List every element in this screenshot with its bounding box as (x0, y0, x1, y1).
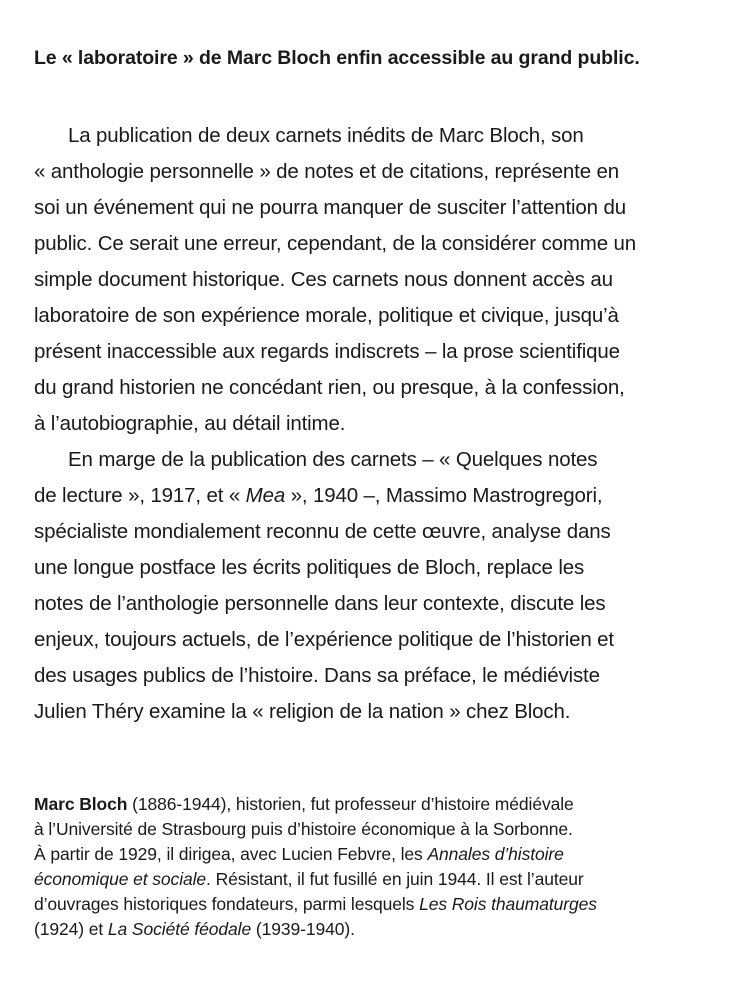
paragraph-line: simple document historique. Ces carnets nous donnent accès au (34, 268, 613, 291)
text-segment: (1886-1944), historien, fut professeur d’histoire médiévale (127, 794, 574, 814)
text-segment: À partir de 1929, il dirigea, avec Lucien Febvre, les (34, 844, 428, 864)
text-segment: (1939-1940). (251, 919, 355, 939)
paragraph-line: du grand historien ne concédant rien, ou presque, à la confession, (34, 376, 625, 399)
paragraph-line: spécialiste mondialement reconnu de cette œuvre, analyse dans (34, 520, 611, 543)
paragraph-line: « anthologie personnelle » de notes et de citations, représente en (34, 160, 620, 183)
author-name: Marc Bloch (34, 794, 128, 814)
paragraph-line: Julien Théry examine la « religion de la nation » chez Bloch. (34, 700, 571, 723)
bio-line (34, 892, 724, 917)
description-text (34, 118, 724, 730)
bio-line (34, 867, 724, 892)
text-segment: (1924) et (34, 919, 108, 939)
bio-line: à l’Université de Strasbourg puis d’histoire économique à la Sorbonne. (34, 819, 573, 839)
journal-title: Annales d’histoire (427, 844, 564, 864)
paragraph-line (34, 478, 724, 514)
book-title: La Société féodale (107, 919, 252, 939)
bio-line (34, 917, 724, 942)
paragraph-2 (34, 442, 724, 730)
book-title: Les Rois thaumaturges (419, 894, 597, 914)
paragraph-1 (34, 118, 724, 442)
headline: Le « laboratoire » de Marc Bloch enfin accessible au grand public. (34, 47, 640, 69)
paragraph-line: notes de l’anthologie personnelle dans leur contexte, discute les (34, 592, 606, 615)
paragraph-line: laboratoire de son expérience morale, politique et civique, jusqu’à (34, 304, 619, 327)
text-segment: », 1940 –, Massimo Mastrogregori, (285, 484, 603, 507)
bio-line (34, 792, 724, 817)
text-segment: . Résistant, il fut fusillé en juin 1944. Il est l’auteur (206, 869, 584, 889)
paragraph-line: à l’autobiographie, au détail intime. (34, 412, 346, 435)
journal-title: économique et sociale (34, 869, 207, 889)
paragraph-line: des usages publics de l’histoire. Dans sa préface, le médiéviste (34, 664, 600, 687)
bio-line (34, 842, 724, 867)
author-bio (34, 792, 724, 942)
text-segment: d’ouvrages historiques fondateurs, parmi lesquels (34, 894, 420, 914)
paragraph-line: La publication de deux carnets inédits de Marc Bloch, son (68, 124, 584, 147)
paragraph-line: présent inaccessible aux regards indiscrets – la prose scientifique (34, 340, 620, 363)
paragraph-line: soi un événement qui ne pourra manquer de susciter l’attention du (34, 196, 626, 219)
text-segment: de lecture », 1917, et « (34, 484, 246, 507)
paragraph-line: public. Ce serait une erreur, cependant, de la considérer comme un (34, 232, 637, 255)
paragraph-line: une longue postface les écrits politiques de Bloch, replace les (34, 556, 585, 579)
paragraph-line: enjeux, toujours actuels, de l’expérience politique de l’historien et (34, 628, 614, 651)
title-mea: Mea (245, 484, 286, 507)
paragraph-line: En marge de la publication des carnets – « Quelques notes (68, 448, 598, 471)
